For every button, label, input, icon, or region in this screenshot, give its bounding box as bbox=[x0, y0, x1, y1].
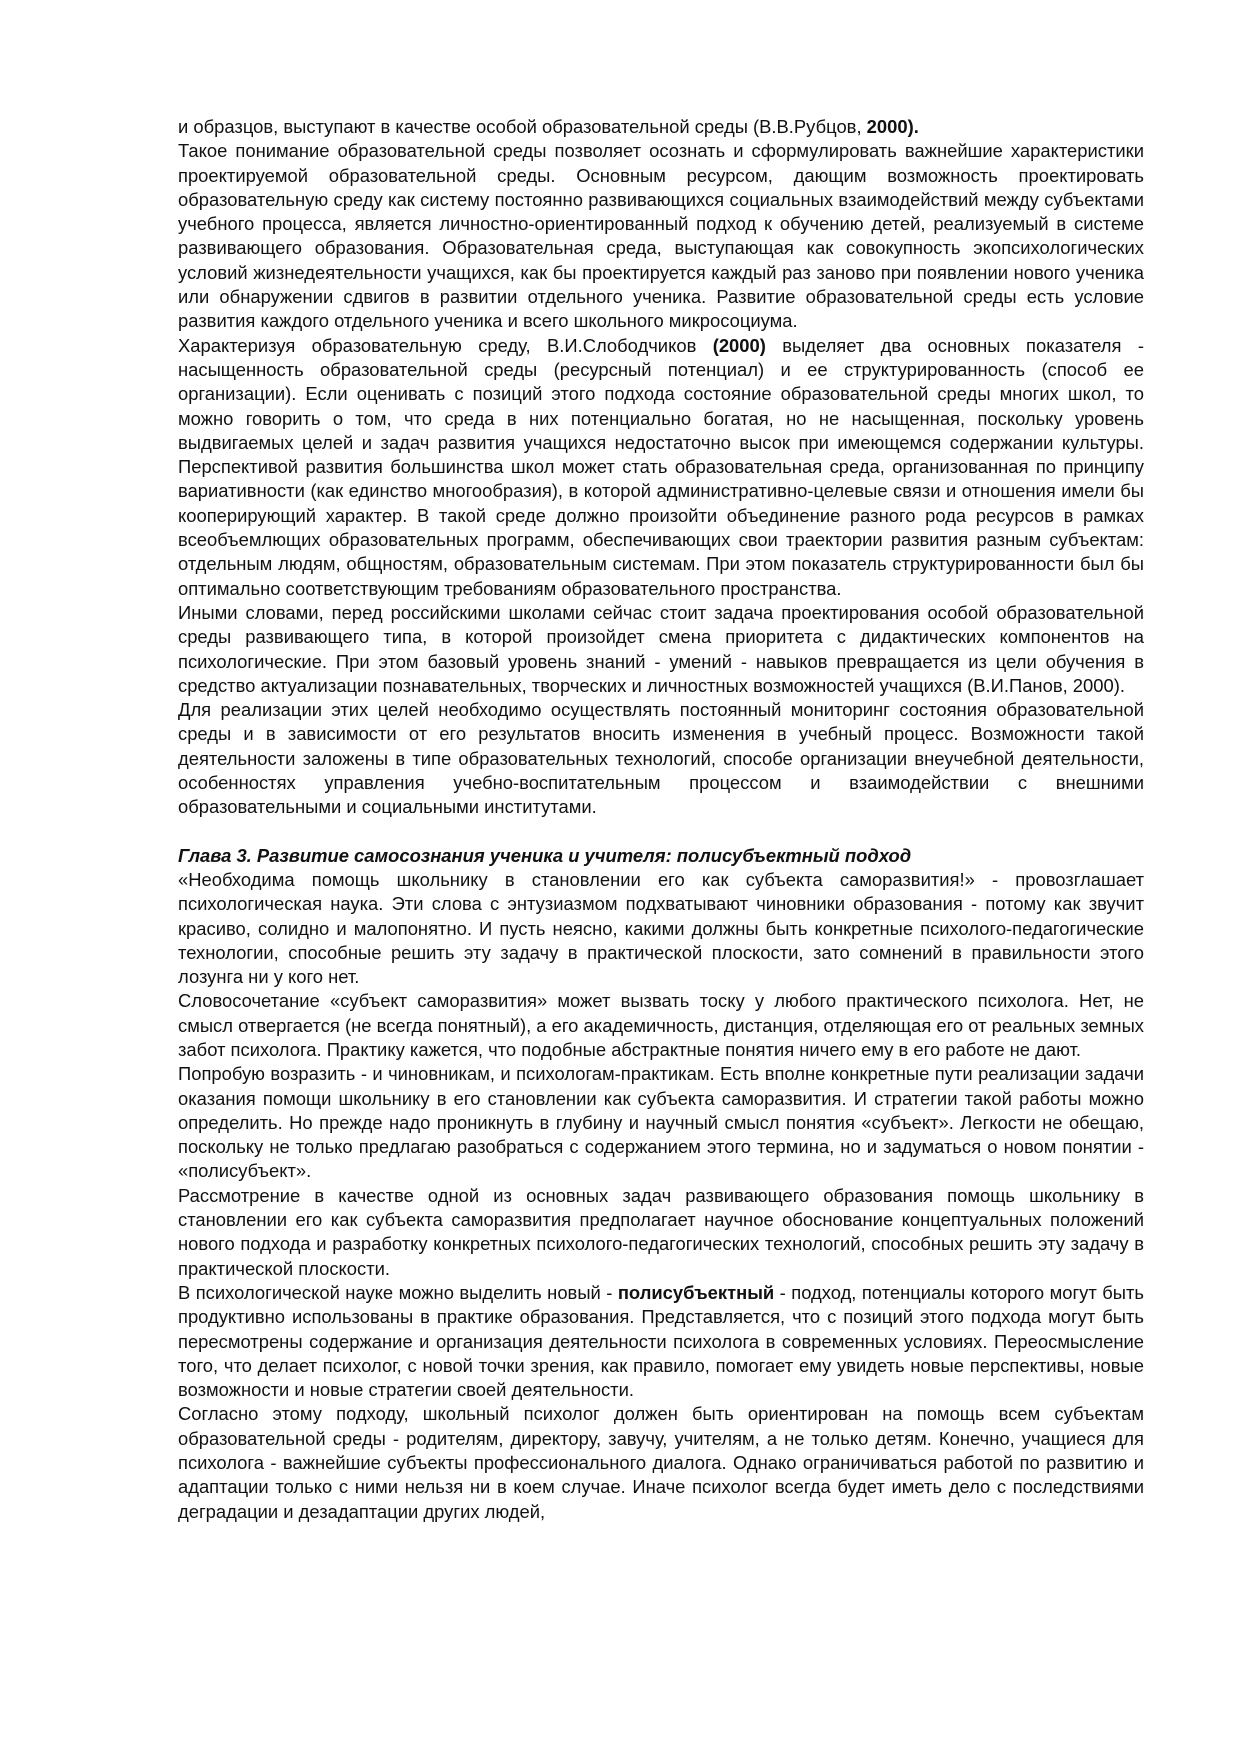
paragraph-3 bbox=[178, 334, 1144, 601]
paragraph-7: Словосочетание «субъект саморазвития» может вызвать тоску у любого практического психолога. Нет, не смысл отвергается (не всегда понятный), а его академичность, дистанция, отделяющая его от реальных земных забот психолога. Практику кажется, что подобные абстрактные понятия ничего ему в его работе не дают. bbox=[178, 990, 1144, 1060]
paragraph-4: Иными словами, перед российскими школами сейчас стоит задача проектирования особой образовательной среды развивающего типа, в которой произойдет смена приоритета с дидактических компонентов на психологические. При этом базовый уровень знаний - умений - навыков превращается из цели обучения в средство актуализации познавательных, творческих и личностных возможностей учащихся (В.И.Панов, 2000). bbox=[178, 601, 1144, 696]
paragraph-10-term: полисубъектный bbox=[617, 1281, 775, 1303]
paragraph-10 bbox=[178, 1281, 1144, 1402]
paragraph-5: Для реализации этих целей необходимо осуществлять постоянный мониторинг состояния образовательной среды и в зависимости от его результатов вносить изменения в учебный процесс. Возможности такой деятельности заложены в типе образовательных технологий, способе организации внеучебной деятельности, особенностях управления учебно-воспитательным процессом и взаимодействии с внешними образовательными и социальными институтами. bbox=[178, 699, 1144, 818]
paragraph-3-text-b: выделяет два основных показателя - насыщенность образовательной среды (ресурсный потенциал) и ее структурированность (способ ее организации). Если оценивать с позиций этого подхода состояние образовательной среды многих школ, то можно говорить о том, что среда в них потенциально богатая, но не насыщенная, поскольку уровень выдвигаемых целей и задач развития учащихся недостаточно высок при имеющемся содержании культуры. Перспективой развития большинства школ может стать образовательная среда, организованная по принципу вариативности (как единство многообразия), в которой административно-целевые связи и отношения имели бы кооперирующий характер. В такой среде должно произойти объединение разного рода ресурсов в рамках всеобъемлющих образовательных программ, обеспечивающих свои траектории развития разным субъектам: отдельным людям, общностям, образовательным системам. При этом показатель структурированности был бы оптимально соответствующим требованиям образовательного пространства. bbox=[178, 334, 1144, 599]
paragraph-1-text: и образцов, выступают в качестве особой образовательной среды (В.В.Рубцов, bbox=[178, 116, 867, 137]
document-page bbox=[178, 115, 1144, 1524]
paragraph-10-text-a: В психологической науке можно выделить новый - bbox=[178, 1281, 618, 1303]
paragraph-8: Попробую возразить - и чиновникам, и психологам-практикам. Есть вполне конкретные пути реализации задачи оказания помощи школьнику в его становлении как субъекта саморазвития. И стратегии такой работы можно определить. Но прежде надо проникнуть в глубину и научный смысл понятия «субъект». Легкости не обещаю, поскольку не только предлагаю разобраться с содержанием этого термина, но и задуматься о новом понятии - «полисубъект». bbox=[178, 1063, 1144, 1182]
paragraph-11: Согласно этому подходу, школьный психолог должен быть ориентирован на помощь всем субъектам образовательной среды - родителям, директору, завучу, учителям, а не только детям. Конечно, учащиеся для психолога - важнейшие субъекты профессионального диалога. Однако ограничиваться работой по развитию и адаптации только с ними нельзя ни в коем случае. Иначе психолог всегда будет иметь дело с последствиями деградации и дезадаптации других людей, bbox=[178, 1403, 1144, 1522]
paragraph-10-text-b: - подход, потенциалы которого могут быть продуктивно использованы в практике образования. Представляется, что с позиций этого подхода могут быть пересмотрены содержание и организация деятельности психолога в современных условиях. Переосмысление того, что делает психолог, с новой точки зрения, как правило, помогает ему увидеть новые перспективы, новые возможности и новые стратегии своей деятельности. bbox=[178, 1281, 1144, 1401]
chapter-heading: Глава 3. Развитие самосознания ученика и учителя: полисубъектный подход bbox=[178, 844, 912, 866]
paragraph-2: Такое понимание образовательной среды позволяет осознать и сформулировать важнейшие характеристики проектируемой образовательной среды. Основным ресурсом, дающим возможность проектировать образовательную среду как систему постоянно развивающихся социальных взаимодействий между субъектами учебного процесса, является личностно-ориентированный подход к обучению детей, реализуемый в системе развивающего образования. Образовательная среда, выступающая как совокупность экопсихологических условий жизнедеятельности учащихся, как бы проектируется каждый раз заново при появлении нового ученика или обнаружении сдвигов в развитии отдельного ученика. Развитие образовательной среды есть условие развития каждого отдельного ученика и всего школьного микросоциума. bbox=[178, 140, 1144, 332]
paragraph-6: «Необходима помощь школьнику в становлении его как субъекта саморазвития!» - провозглашает психологическая наука. Эти слова с энтузиазмом подхватывают чиновники образования - потому как звучит красиво, солидно и малопонятно. И пусть неясно, какими должны быть конкретные психолого-педагогические технологии, способные решить эту задачу в практической плоскости, зато сомнений в правильности этого лозунга ни у кого нет. bbox=[178, 868, 1144, 988]
paragraph-3-text-a: Характеризуя образовательную среду, В.И.Слободчиков bbox=[178, 334, 713, 356]
paragraph-1-year: 2000). bbox=[866, 116, 919, 137]
paragraph-3-year: (2000) bbox=[712, 334, 766, 356]
paragraph-9: Рассмотрение в качестве одной из основных задач развивающего образования помощь школьнику в становлении его как субъекта саморазвития предполагает научное обоснование концептуальных положений нового подхода и разработку конкретных психолого-педагогических технологий, способных решить эту задачу в практической плоскости. bbox=[178, 1184, 1144, 1279]
paragraph-1 bbox=[178, 115, 1144, 139]
